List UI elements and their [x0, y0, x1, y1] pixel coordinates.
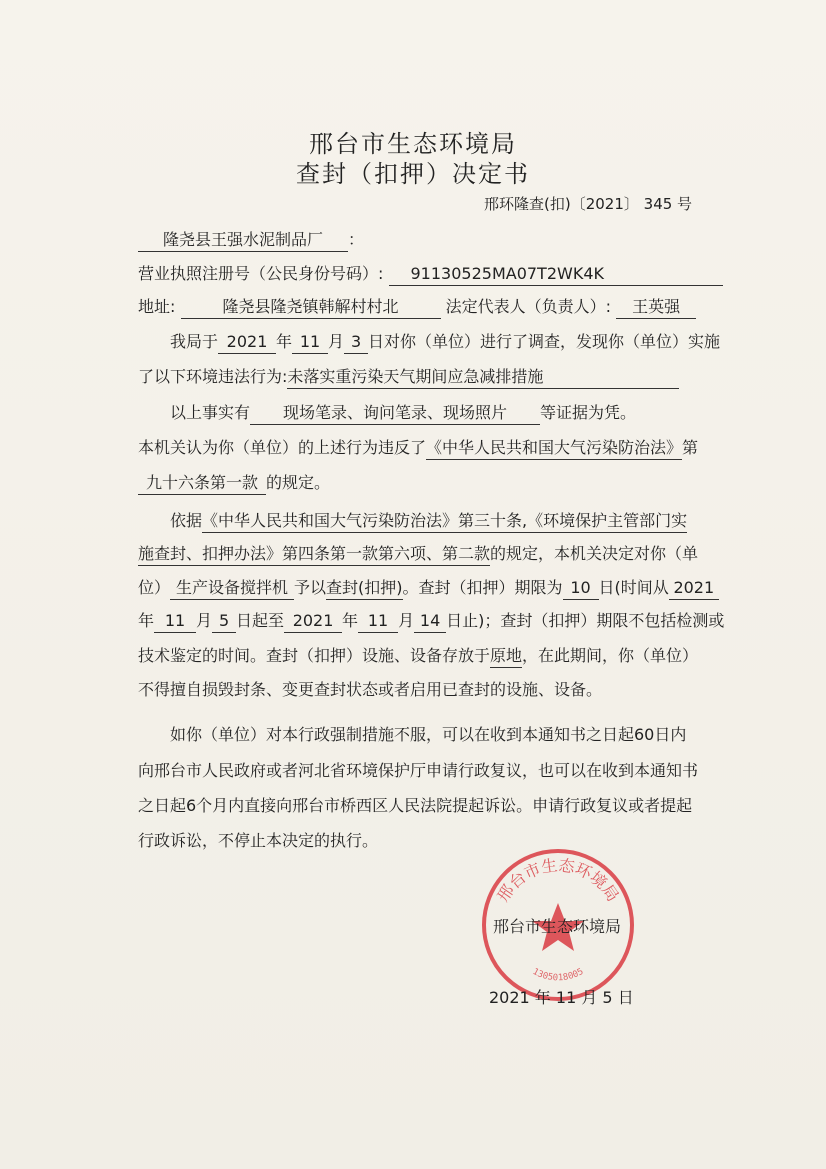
para3-text-j: 年: [342, 611, 359, 630]
para2-text-d: 第: [682, 438, 699, 457]
rep-value: 王英强: [616, 296, 696, 319]
investigation-day: 3: [344, 331, 368, 354]
start-year: 2021: [669, 577, 719, 600]
para4-line1: 如你（单位）对本行政强制措施不服，可以在收到本通知书之日起60日内: [170, 725, 687, 744]
seal-arc-text: 邢台市生态环境局: [493, 855, 623, 905]
para2-line2: [138, 437, 698, 460]
para3-line5: [138, 645, 698, 668]
para3-line6: 不得擅自损毁封条、变更查封状态或者启用已查封的设施、设备。: [138, 680, 603, 699]
legal-basis-2: 施查封、扣押办法》第四条第一款第六项、第二款: [138, 543, 490, 566]
seizure-action: 查封(扣押): [326, 577, 403, 600]
storage-place: 原地: [490, 645, 522, 668]
para3-line4: [138, 610, 724, 633]
para3-text-h: 月: [196, 611, 213, 630]
license-line: [138, 263, 723, 286]
para3-text-d: 予以: [294, 578, 327, 597]
para3-line1: [170, 510, 687, 533]
recipient-name: 隆尧县王强水泥制品厂: [138, 229, 348, 252]
para2-text-a: 以上事实有: [170, 403, 251, 422]
end-day: 14: [414, 610, 446, 633]
violation-description: 未落实重污染天气期间应急减排措施: [287, 366, 679, 389]
para1-line2: [138, 366, 679, 389]
address-value: 隆尧县隆尧镇韩解村村北: [181, 296, 441, 319]
seal-code-text: 1305018005: [530, 966, 586, 984]
para1-text-c: 月: [328, 332, 345, 351]
para4-line3: 之日起6个月内直接向邢台市桥西区人民法院提起诉讼。申请行政复议或者提起: [138, 796, 693, 815]
violated-article: 九十六条第一款: [138, 472, 266, 495]
para3-text-m: 技术鉴定的时间。查封（扣押）设施、设备存放于: [138, 646, 491, 665]
para1-text-a: 我局于: [170, 332, 219, 351]
para3-text-i: 日起至: [236, 611, 285, 630]
signature-date: 2021 年 11 月 5 日: [489, 988, 634, 1007]
para4-line2: 向邢台市人民政府或者河北省环境保护厅申请行政复议，也可以在收到本通知书: [138, 761, 699, 780]
legal-basis-1: 《中华人民共和国大气污染防治法》第三十条,《环境保护主管部门实: [202, 510, 687, 533]
rep-label: 法定代表人（负责人）:: [445, 297, 611, 316]
para3-line3: [138, 577, 719, 600]
investigation-year: 2021: [218, 331, 276, 354]
address-line: [138, 296, 696, 319]
para2-line1: [170, 402, 636, 425]
address-label: 地址:: [138, 297, 176, 316]
para3-text-a: 依据: [170, 511, 203, 530]
para3-text-c: 位）: [138, 578, 171, 597]
document-title-type: 查封（扣押）决定书: [296, 160, 530, 188]
para2-text-c: 本机关认为你（单位）的上述行为违反了: [138, 438, 427, 457]
recipient-colon: ：: [348, 230, 365, 249]
para4-line4: 行政诉讼，不停止本决定的执行。: [138, 831, 379, 850]
para3-text-f: 日(时间从: [598, 578, 669, 597]
para3-text-g: 年: [138, 611, 155, 630]
license-value: 91130525MA07T2WK4K: [389, 263, 723, 286]
para2-text-e: 的规定。: [266, 473, 331, 492]
para3-text-e: 。查封（扣押）期限为: [402, 578, 563, 597]
document-number: 邢环隆查(扣)〔2021〕 345 号: [484, 195, 693, 213]
para3-text-k: 月: [398, 611, 415, 630]
license-label: 营业执照注册号（公民身份号码）:: [138, 264, 384, 283]
recipient-line: [138, 229, 364, 252]
end-month: 11: [358, 610, 398, 633]
para3-text-n: ，在此期间，你（单位）: [522, 646, 699, 665]
seizure-days: 10: [563, 577, 599, 600]
para1-text-e: 了以下环境违法行为:: [138, 367, 288, 386]
seized-item: 生产设备搅拌机: [170, 577, 294, 600]
para3-text-b: 的规定，本机关决定对你（单: [490, 544, 699, 563]
evidence-list: 现场笔录、询问笔录、现场照片: [250, 402, 540, 425]
para1-line1: [170, 331, 720, 354]
end-year: 2021: [284, 610, 342, 633]
violated-law: 《中华人民共和国大气污染防治法》: [426, 437, 682, 460]
para3-line2: [138, 543, 698, 566]
investigation-month: 11: [292, 331, 328, 354]
para2-text-b: 等证据为凭。: [540, 403, 637, 422]
para1-text-d: 日对你（单位）进行了调查，发现你（单位）实施: [368, 332, 721, 351]
para2-line3: [138, 472, 330, 495]
document-title-org: 邢台市生态环境局: [309, 130, 517, 158]
signature-organization: 邢台市生态环境局: [493, 917, 622, 936]
start-day: 5: [212, 610, 236, 633]
start-month: 11: [154, 610, 196, 633]
para3-text-l: 日止)；查封（扣押）期限不包括检测或: [446, 611, 725, 630]
para1-text-b: 年: [276, 332, 293, 351]
